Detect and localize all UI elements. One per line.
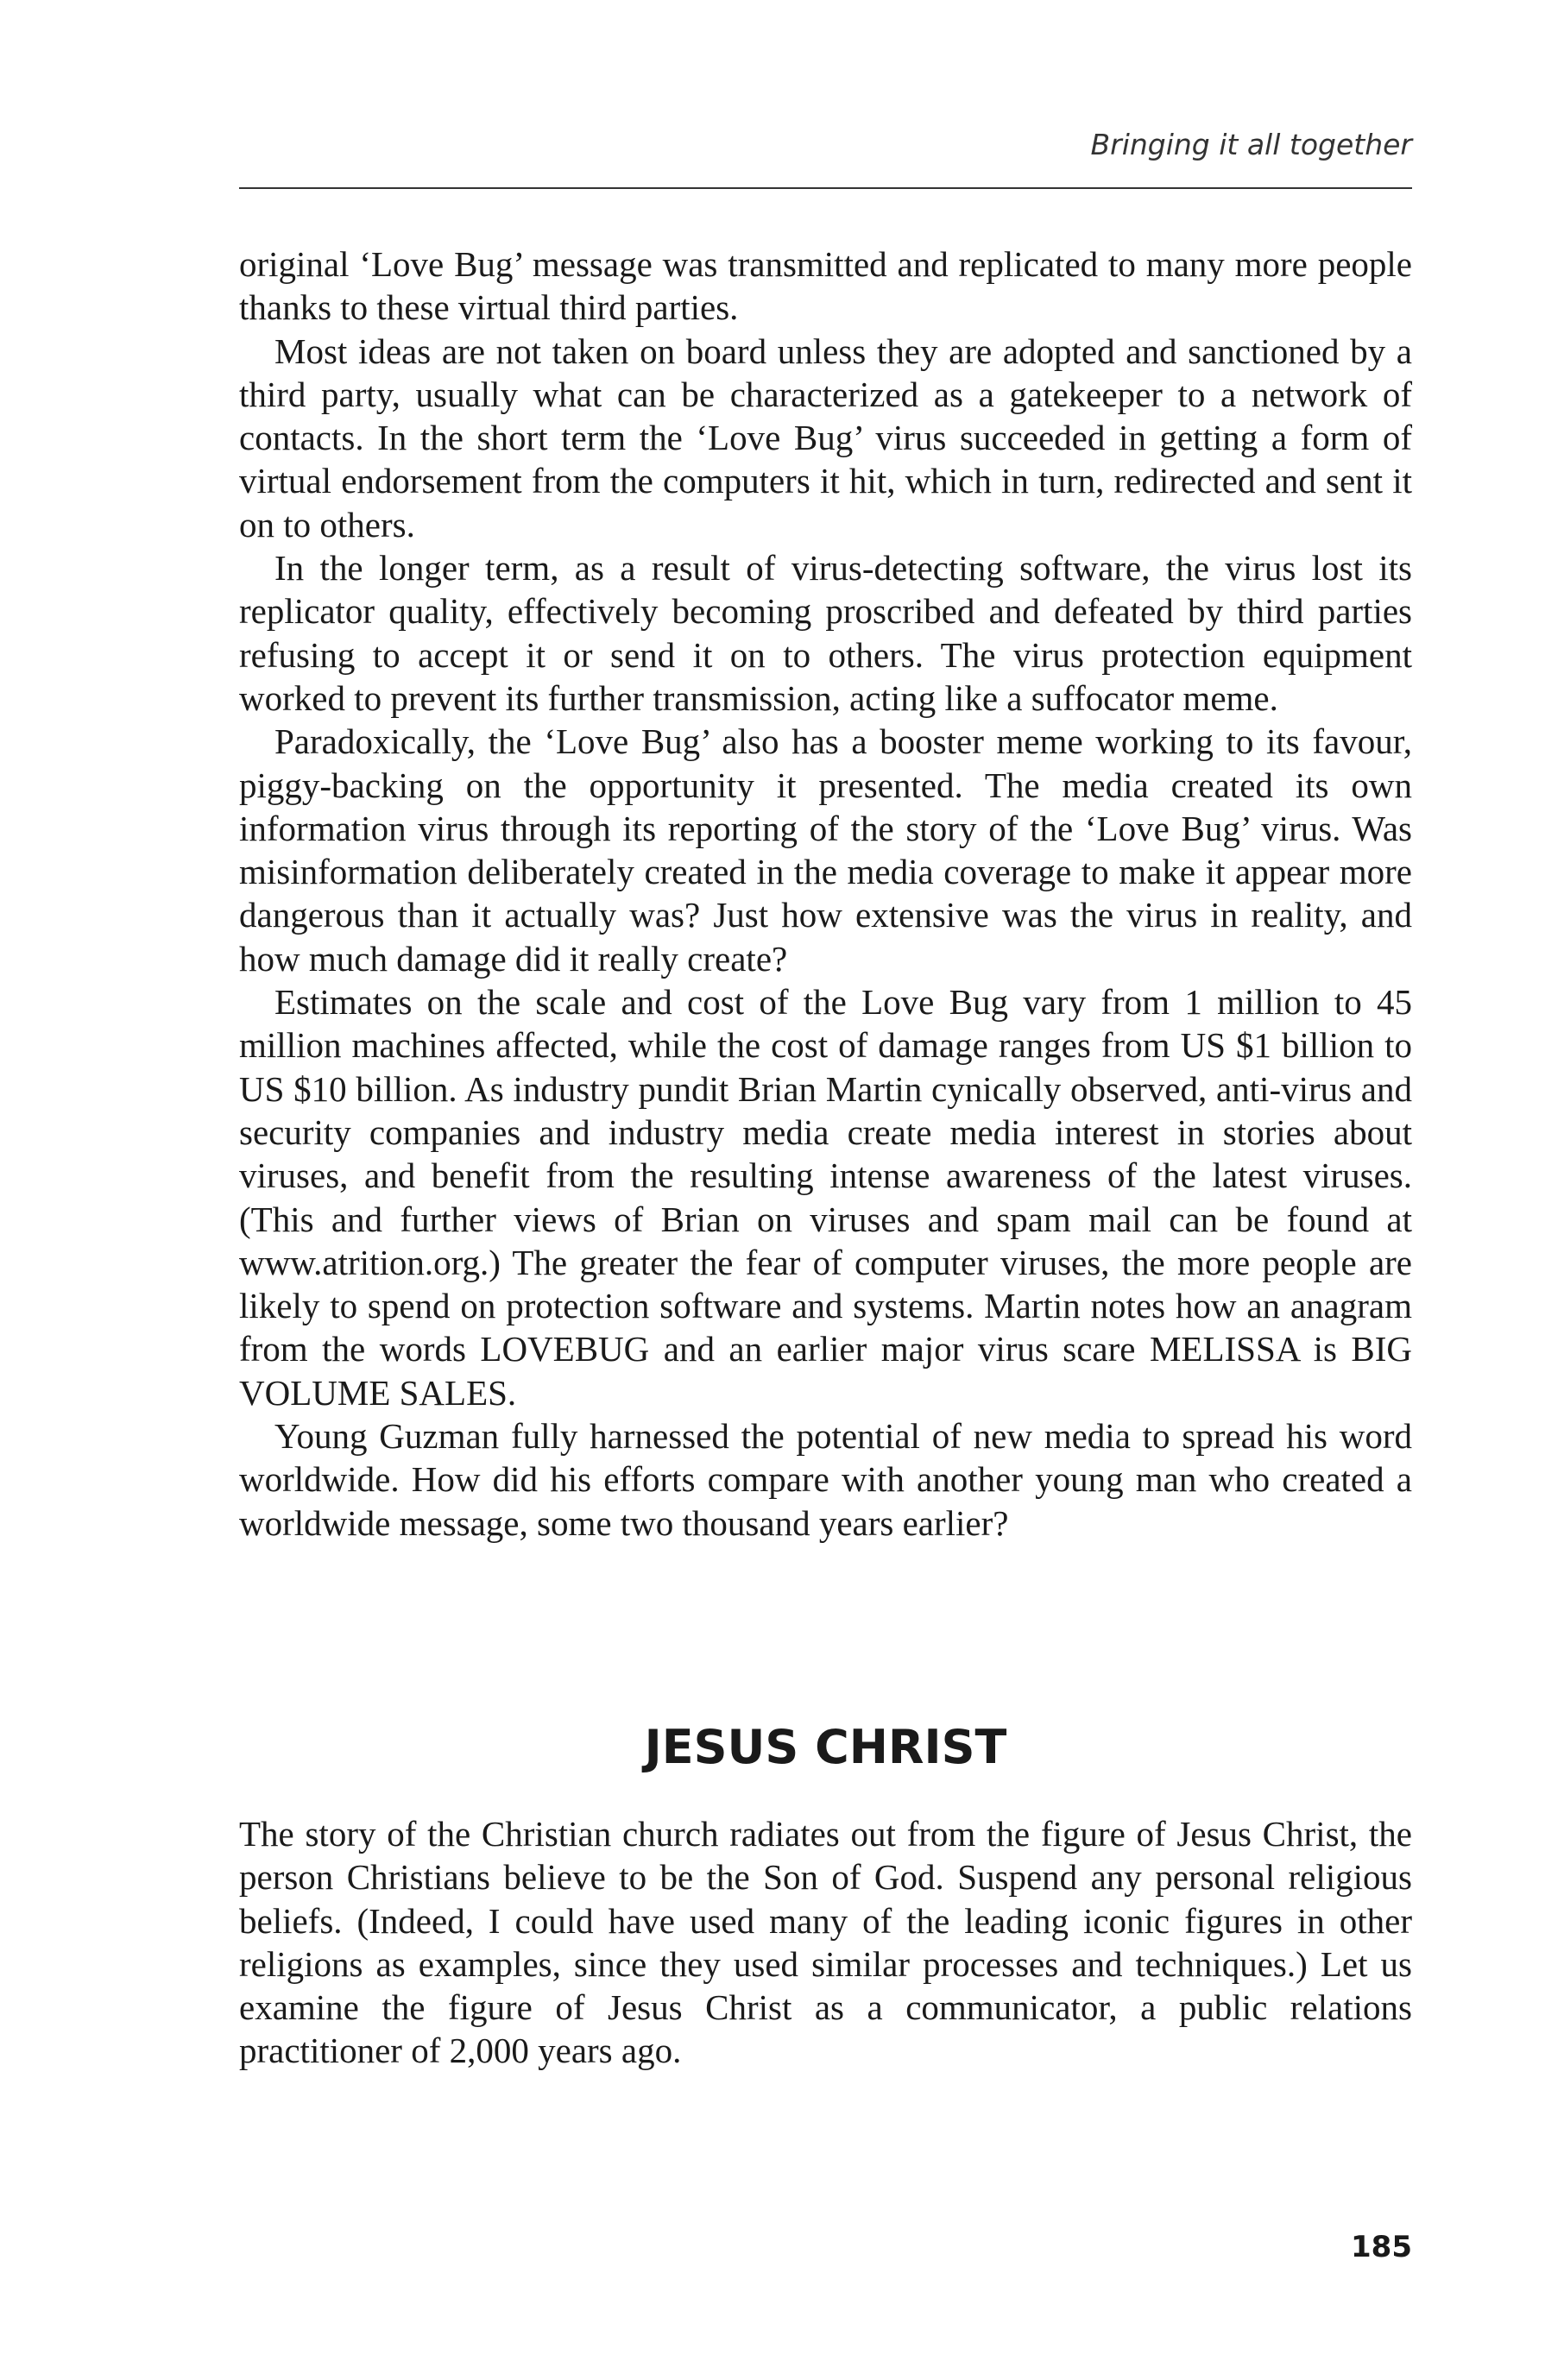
section-heading: JESUS CHRIST — [644, 1720, 1007, 1774]
paragraph: Young Guzman fully harnessed the potential of new media to spread his word worldwide. How did his efforts compare with another young man who created a worldwide message, some two thousand years earlier? — [239, 1416, 1412, 1543]
paragraph: Paradoxically, the ‘Love Bug’ also has a booster meme working to its favour, piggy-backing on the opportunity it presented. The media created its own information virus through its reporting of the story of the ‘Love Bug’ virus. Was misinformation deliberately created in the media coverage to make it appear more dangerous than it actually was? Just how extensive was the virus in reality, and how much damage did it really create? — [239, 721, 1412, 979]
paragraph: Most ideas are not taken on board unless they are adopted and sanctioned by a third party, usually what can be characterized as a gatekeeper to a network of contacts. In the short term the ‘Love Bug’ virus succeeded in getting a form of virtual endorsement from the computers it hit, which in turn, redirected and sent it on to others. — [239, 331, 1412, 545]
section-body-text — [239, 1812, 1412, 2073]
header-rule — [239, 187, 1412, 189]
body-text — [239, 242, 1412, 1545]
paragraph: In the longer term, as a result of virus-detecting software, the virus lost its replicator quality, effectively becoming proscribed and defeated by third parties refusing to accept it or send it on to others. The virus protection equipment worked to prevent its further transmission, acting like a suffocator meme. — [239, 548, 1412, 718]
paragraph: Estimates on the scale and cost of the Love Bug vary from 1 million to 45 million machines affected, while the cost of damage ranges from US $1 billion to US $10 billion. As industry pundit Brian Martin cynically observed, anti-virus and security companies and industry media create media interest in stories about viruses, and benefit from the resulting intense awareness of the latest viruses. (This and further views of Brian on viruses and spam mail can be found at www.atrition.org.) The greater the fear of computer viruses, the more people are likely to spend on protection software and systems. Martin notes how an anagram from the words LOVEBUG and an earlier major virus scare MELISSA is BIG VOLUME SALES. — [239, 982, 1412, 1413]
paragraph-continuation: original ‘Love Bug’ message was transmitted and replicated to many more people thanks to these virtual third parties. — [239, 244, 1412, 328]
paragraph: The story of the Christian church radiates out from the figure of Jesus Christ, the person Christians believe to be the Son of God. Suspend any personal religious beliefs. (Indeed, I could have used many of the leading iconic figures in other religions as examples, since they used similar processes and techniques.) Let us examine the figure of Jesus Christ as a communicator, a public relations practitioner of 2,000 years ago. — [239, 1814, 1412, 2071]
running-head: Bringing it all together — [1090, 128, 1412, 161]
page-number: 185 — [1351, 2230, 1412, 2264]
